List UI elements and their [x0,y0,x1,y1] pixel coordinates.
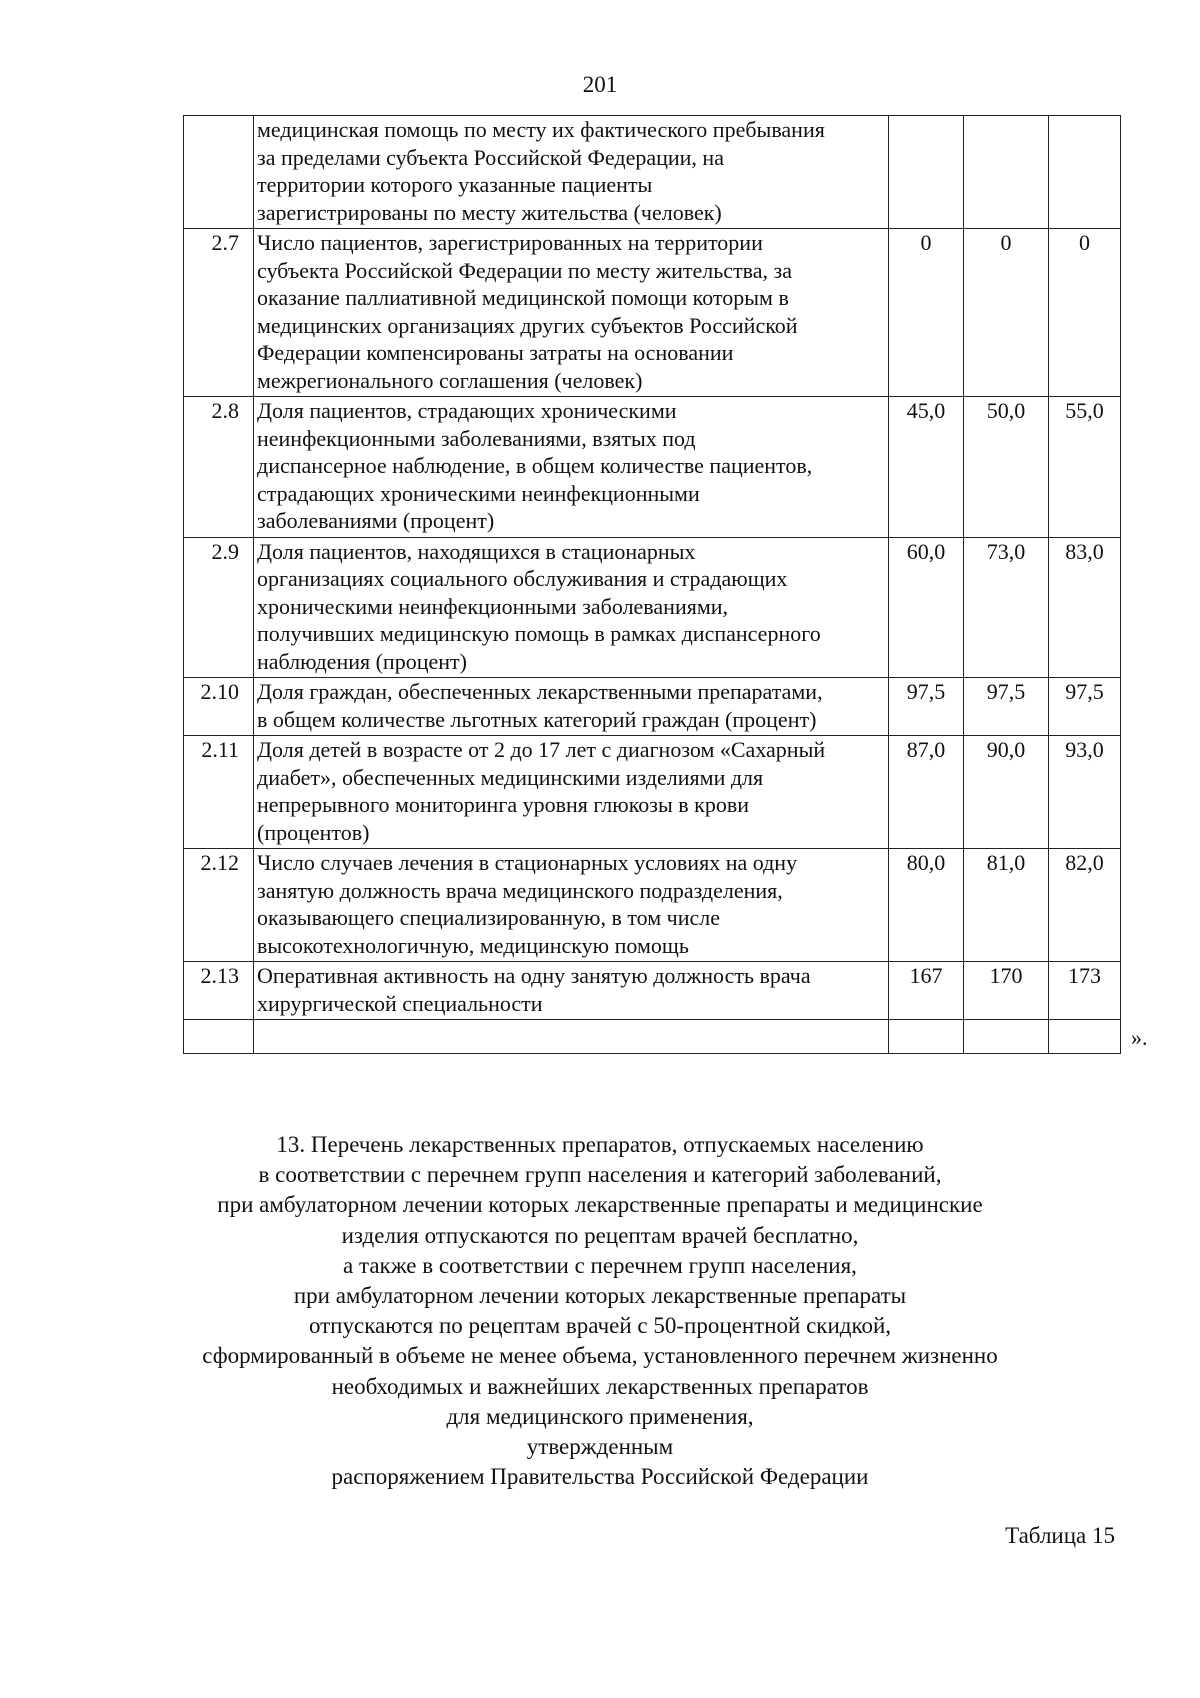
indicator-value-year-3: 82,0 [1049,849,1121,962]
indicator-description [254,849,889,962]
outside-cell [1121,397,1161,538]
indicator-value-year-1: 45,0 [889,397,964,538]
description-line: получивших медицинскую помощь в рамках диспансерного [257,621,821,646]
heading-line: а также в соответствии с перечнем групп населения, [343,1252,857,1278]
heading-line: 13. Перечень лекарственных препаратов, отпускаемых населению [276,1132,924,1157]
indicator-value-year-3: 97,5 [1049,678,1121,736]
description-line: страдающих хроническими неинфекционными [257,480,700,506]
outside-cell [1121,116,1161,229]
indicator-value-year-3 [1049,116,1121,229]
indicator-value-year-1: 97,5 [889,678,964,736]
description-line: занятую должность врача медицинского подразделения, [257,877,783,903]
indicator-value-year-1 [889,116,964,229]
description-line: организациях социального обслуживания и страдающих [257,566,788,591]
indicator-value-year-2: 73,0 [964,537,1049,678]
table-row [184,116,1161,229]
description-line: заболеваниями (процент) [257,508,495,533]
outside-cell [1121,537,1161,678]
heading-line: отпускаются по рецептам врачей с 50-процентной скидкой, [308,1313,892,1339]
indicator-value-year-3: 93,0 [1049,736,1121,849]
description-line: Доля граждан, обеспеченных лекарственными препаратами, [257,679,823,704]
indicator-description [254,537,889,678]
empty-cell [889,1020,964,1054]
table-row [184,397,1161,538]
heading-line: распоряжением Правительства Российской Федерации [331,1464,869,1490]
description-line: наблюдения (процент) [257,648,467,674]
description-line: Оперативная активность на одну занятую должность врача [257,963,811,988]
description-line: (процентов) [257,819,370,845]
description-line: медицинская помощь по месту их фактического пребывания [257,117,825,142]
indicator-description [254,397,889,538]
description-line: оказание паллиативной медицинской помощи которым в [257,285,789,310]
indicator-value-year-1: 167 [889,962,964,1020]
description-line: зарегистрированы по месту жительства (человек) [257,199,722,225]
description-line: Федерации компенсированы затраты на основании [257,340,734,365]
outside-cell [1121,229,1161,397]
description-line: диспансерное наблюдение, в общем количестве пациентов, [257,453,813,478]
empty-cell [184,1020,254,1054]
heading-line: необходимых и важнейших лекарственных препаратов [331,1373,869,1399]
indicator-value-year-1: 87,0 [889,736,964,849]
heading-line: при амбулаторном лечении которых лекарственные препараты [293,1283,907,1309]
heading-line: в соответствии с перечнем групп населения и категорий заболеваний, [258,1162,942,1188]
heading-line: изделия отпускаются по рецептам врачей бесплатно, [341,1222,859,1248]
indicator-number: 2.9 [184,537,254,678]
empty-cell [964,1020,1049,1054]
heading-line: сформированный в объеме не менее объема, установленного перечнем жизненно [202,1343,998,1369]
heading-line: при амбулаторном лечении которых лекарственные препараты и медицинские [217,1192,983,1218]
table-row-empty [184,1020,1161,1054]
description-line: хирургической специальности [257,990,543,1016]
section-heading [150,1130,1050,1492]
description-line: Доля пациентов, находящихся в стационарных [257,538,696,564]
description-line: медицинских организациях других субъектов Российской [257,312,798,338]
indicator-value-year-3: 55,0 [1049,397,1121,538]
description-line: за пределами субъекта Российской Федерации, на [257,144,724,170]
description-line: территории которого указанные пациенты [257,172,653,197]
table-row [184,962,1161,1020]
outside-cell [1121,849,1161,962]
outside-cell [1121,962,1161,1020]
indicator-description [254,678,889,736]
description-line: диабет», обеспеченных медицинскими изделиями для [257,764,764,790]
description-line: неинфекционными заболеваниями, взятых под [257,425,696,451]
indicator-number: 2.8 [184,397,254,538]
outside-cell [1121,678,1161,736]
empty-cell [1049,1020,1121,1054]
closing-quote-mark: ». [1131,1025,1148,1050]
indicator-value-year-2: 170 [964,962,1049,1020]
description-line: субъекта Российской Федерации по месту жительства, за [257,257,792,283]
table-caption: Таблица 15 [1005,1523,1115,1548]
indicator-number: 2.7 [184,229,254,397]
indicator-value-year-2: 50,0 [964,397,1049,538]
description-line: непрерывного мониторинга уровня глюкозы в крови [257,792,750,817]
indicator-value-year-1: 80,0 [889,849,964,962]
indicators-table [183,115,1161,1054]
indicator-value-year-3: 173 [1049,962,1121,1020]
description-line: хроническими неинфекционными заболеваниями, [257,593,729,619]
table-row [184,849,1161,962]
indicator-value-year-2: 81,0 [964,849,1049,962]
description-line: Число случаев лечения в стационарных условиях на одну [257,850,798,875]
indicator-value-year-3: 83,0 [1049,537,1121,678]
indicator-description [254,962,889,1020]
description-line: Доля детей в возрасте от 2 до 17 лет с диагнозом «Сахарный [257,737,826,762]
indicator-description [254,736,889,849]
heading-line: утвержденным [526,1434,674,1460]
table-row [184,736,1161,849]
indicator-number: 2.12 [184,849,254,962]
outside-cell [1121,736,1161,849]
page-number: 201 [582,72,618,97]
indicator-value-year-3: 0 [1049,229,1121,397]
table-row [184,678,1161,736]
empty-cell [254,1020,889,1054]
indicator-number [184,116,254,229]
indicator-number: 2.13 [184,962,254,1020]
description-line: Доля пациентов, страдающих хроническими [257,398,677,423]
indicator-number: 2.10 [184,678,254,736]
indicator-description [254,229,889,397]
indicator-value-year-1: 0 [889,229,964,397]
indicator-value-year-2: 0 [964,229,1049,397]
indicator-value-year-2 [964,116,1049,229]
description-line: Число пациентов, зарегистрированных на территории [257,230,763,255]
indicator-value-year-2: 90,0 [964,736,1049,849]
description-line: высокотехнологичную, медицинскую помощь [257,932,689,958]
indicator-number: 2.11 [184,736,254,849]
heading-line: для медицинского применения, [446,1403,754,1429]
description-line: оказывающего специализированную, в том числе [257,905,720,930]
table-row [184,537,1161,678]
indicator-value-year-1: 60,0 [889,537,964,678]
indicators-table-body [184,116,1161,1054]
indicator-value-year-2: 97,5 [964,678,1049,736]
description-line: межрегионального соглашения (человек) [257,367,643,393]
description-line: в общем количестве льготных категорий граждан (процент) [257,706,817,732]
indicator-description [254,116,889,229]
table-row [184,229,1161,397]
